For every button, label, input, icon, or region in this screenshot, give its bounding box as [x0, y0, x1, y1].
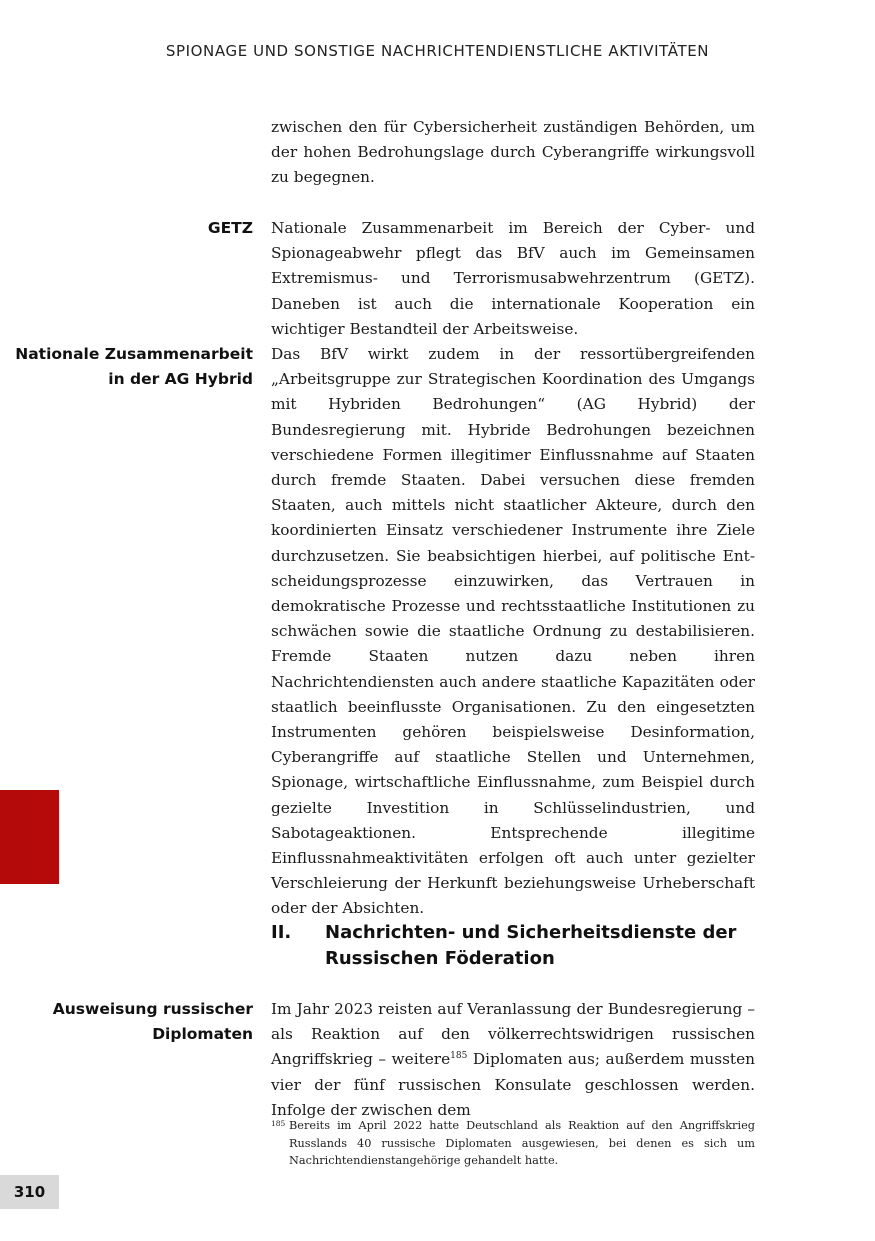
paragraph-ausweisung-part2: Diplomaten aus; außerdem mussten vier der fünf russischen Konsulate geschlossen werden. Infolge der zwischen dem	[271, 1050, 755, 1119]
paragraph-ausweisung-part1: Im Jahr 2023 reisten auf Veranlassung der Bundesregierung – als Reaktion auf den völkerrechtswidrigen russischen Angriffskrieg – weitere	[271, 1000, 755, 1069]
paragraph-ausweisung	[271, 997, 755, 1123]
margin-label-ag-hybrid: Nationale Zusammenarbeit in der AG Hybrid	[15, 345, 253, 389]
footnote	[271, 1117, 755, 1170]
section-heading	[271, 920, 755, 972]
paragraph-getz: Nationale Zusammenarbeit im Bereich der Cyber- und Spionageabwehr pflegt das BfV auch im Gemeinsamen Extremismus- und Terrorismusabwehrzentrum (GETZ). Daneben ist auch die internationale Kooperation ein wichtiger Bestandteil der Arbeitsweise.	[271, 219, 755, 338]
page-number: 310	[0, 1175, 59, 1209]
margin-label-getz: GETZ	[207, 219, 253, 237]
section-heading-title: Nachrichten- und Sicherheitsdienste der Russischen Föderation	[325, 922, 737, 969]
footnote-text: Bereits im April 2022 hatte Deutschland als Reaktion auf den Angriffskrieg Russlands 40 russische Diplomaten ausgewiesen, bei denen es sich um Nachrichtendienstangehörige gehandelt hatte.	[289, 1119, 755, 1167]
paragraph-ag-hybrid: Das BfV wirkt zudem in der ressortübergreifenden „Arbeitsgruppe zur Strategischen Koordination des Umgangs mit Hybriden Bedrohungen“ (AG Hybrid) der Bundesregierung mit. Hybride Bedrohungen bezeichnen verschiedene Formen illegitimer Einflussnahme auf Staaten durch fremde Staaten. Dabei versuchen diese fremden Staaten, auch mittels nicht staatlicher Akteure, durch den koordinierten Einsatz verschiedener Instrumente ihre Ziele durchzusetzen. Sie beabsichtigen hierbei, auf politische Entscheidungsprozesse einzuwirken, das Vertrauen in demokratische Prozesse und rechtsstaatliche Institutionen zu schwächen sowie die staatliche Ordnung zu destabilisieren. Fremde Staaten nutzen dazu neben ihren Nachrichtendiensten auch andere staatliche Kapazitäten oder staatlich beeinflusste Organisationen. Zu den eingesetzten Instrumenten gehören beispielsweise Desinformation, Cyberangriffe auf staatliche Stellen und Unternehmen, Spionage, wirtschaftliche Einflussnahme, zum Beispiel durch gezielte Investition in Schlüsselindustrien, und Sabotageaktionen. Entsprechende illegitime Einflussnahmeaktivitäten erfolgen oft auch unter gezielter Verschleierung der Herkunft beziehungsweise Urheberschaft oder der Absichten.	[271, 345, 755, 918]
margin-label-ausweisung: Ausweisung russischer Diplomaten	[52, 1000, 253, 1044]
footnote-number: 185	[271, 1119, 286, 1128]
paragraph-continued-text: zwischen den für Cybersicherheit zuständigen Behörden, um der hohen Bedrohungslage durch Cyberangriffe wirkungsvoll zu begegnen.	[271, 118, 755, 187]
section-heading-number: II.	[271, 922, 292, 943]
chapter-marker-tab	[0, 790, 59, 884]
footnote-reference[interactable]: 185	[450, 1051, 468, 1062]
running-head: SPIONAGE UND SONSTIGE NACHRICHTENDIENSTLICHE AKTIVITÄTEN	[165, 42, 710, 60]
